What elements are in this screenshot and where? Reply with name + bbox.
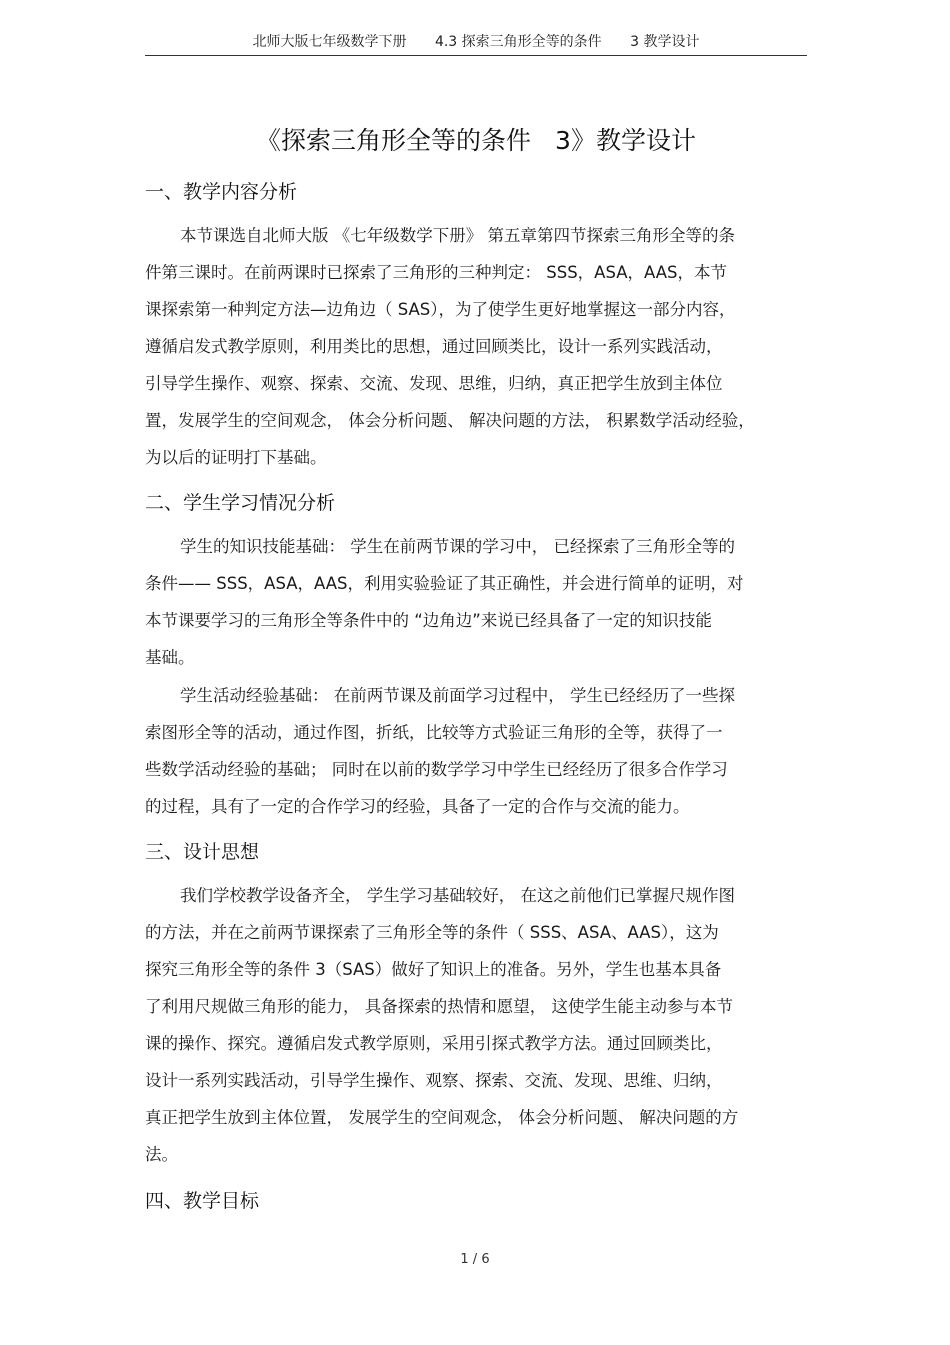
paragraph-line: 了利用尺规做三角形的能力， 具备探索的热情和愿望， 这使学生能主动参与本节 <box>145 997 733 1016</box>
paragraph-line: 引导学生操作、观察、探索、交流、发现、思维，归纳，真正把学生放到主体位 <box>145 374 723 393</box>
header-book: 北师大版七年级数学下册 <box>252 34 407 50</box>
paragraph-line: 本节课选自北师大版 《七年级数学下册》 第五章第四节探索三角形全等的条 <box>180 226 735 245</box>
paragraph-line: 课探索第一种判定方法—边角边（ SAS），为了使学生更好地掌握这一部分内容， <box>145 300 736 319</box>
section-heading-teaching-goals: 四、教学目标 <box>145 1190 260 1212</box>
paragraph-line: 基础。 <box>145 648 195 667</box>
paragraph-line: 真正把学生放到主体位置， 发展学生的空间观念， 体会分析问题、 解决问题的方 <box>145 1108 739 1127</box>
paragraph-line: 设计一系列实践活动，引导学生操作、观察、探索、交流、发现、思维、归纳， <box>145 1071 723 1090</box>
paragraph-line: 学生的知识技能基础： 学生在前两节课的学习中， 已经探索了三角形全等的 <box>180 537 735 556</box>
paragraph-line: 我们学校教学设备齐全， 学生学习基础较好， 在这之前他们已掌握尺规作图 <box>180 886 735 905</box>
paragraph-line: 些数学活动经验的基础； 同时在以前的数学学习中学生已经经历了很多合作学习 <box>145 760 728 779</box>
paragraph-line: 学生活动经验基础： 在前两节课及前面学习过程中， 学生已经经历了一些探 <box>180 686 735 705</box>
header-doc: 3 教学设计 <box>630 34 700 50</box>
header-rule <box>145 55 807 56</box>
section-heading-student-analysis: 二、学生学习情况分析 <box>145 492 336 514</box>
paragraph-line: 条件—— SSS，ASA，AAS，利用实验验证了其正确性，并会进行简单的证明，对 <box>145 574 744 593</box>
paragraph-line: 置，发展学生的空间观念， 体会分析问题、 解决问题的方法， 积累数学活动经验， <box>145 411 755 430</box>
section-heading-design-idea: 三、设计思想 <box>145 841 260 863</box>
section-heading-content-analysis: 一、教学内容分析 <box>145 181 298 203</box>
document-title <box>145 124 807 158</box>
title-main: 《探索三角形全等的条件 <box>256 126 532 155</box>
paragraph-line: 遵循启发式教学原则，利用类比的思想，通过回顾类比，设计一系列实践活动， <box>145 337 723 356</box>
paragraph-line: 为以后的证明打下基础。 <box>145 448 327 467</box>
header-section: 4.3 探索三角形全等的条件 <box>434 34 602 50</box>
paragraph-line: 课的操作、探究。遵循启发式教学原则，采用引探式教学方法。通过回顾类比， <box>145 1034 723 1053</box>
paragraph-line: 法。 <box>145 1145 178 1164</box>
running-header <box>145 33 807 51</box>
paragraph-line: 的过程，具有了一定的合作学习的经验，具备了一定的合作与交流的能力。 <box>145 797 690 816</box>
title-suffix: 3》教学设计 <box>555 126 696 155</box>
page-number: 1 / 6 <box>460 1252 490 1267</box>
paragraph-line: 的方法，并在之前两节课探索了三角形全等的条件（ SSS、ASA、AAS），这为 <box>145 923 719 942</box>
paragraph-line: 本节课要学习的三角形全等条件中的 “边角边”来说已经具备了一定的知识技能 <box>145 611 712 630</box>
paragraph-line: 件第三课时。在前两课时已探索了三角形的三种判定： SSS，ASA，AAS，本节 <box>145 263 728 282</box>
paragraph-line: 探究三角形全等的条件 3（SAS）做好了知识上的准备。另外，学生也基本具备 <box>145 960 722 979</box>
paragraph-line: 索图形全等的活动，通过作图，折纸，比较等方式验证三角形的全等，获得了一 <box>145 723 723 742</box>
